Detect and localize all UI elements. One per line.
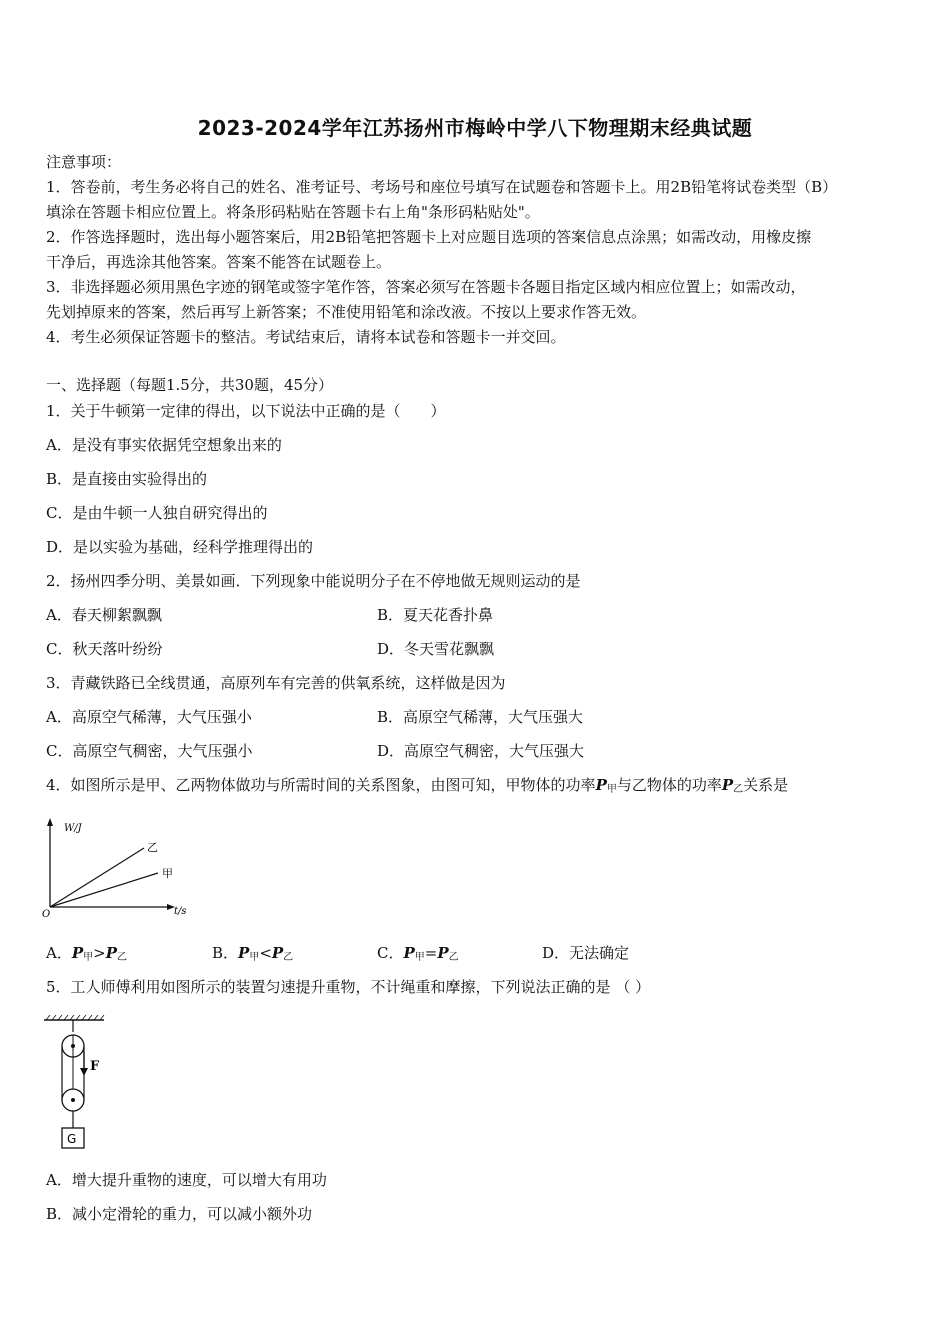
y-axis-arrow	[47, 818, 53, 826]
q2-option-c: C．秋天落叶纷纷	[46, 640, 163, 658]
notice-line: 干净后，再选涂其他答案。答案不能答在试题卷上。	[46, 253, 392, 271]
origin-label: O	[42, 909, 51, 920]
q2-option-a: A．春天柳絮飘飘	[46, 606, 162, 624]
q4-option-d: D．无法确定	[542, 944, 630, 962]
option-prefix: B．	[212, 944, 239, 962]
q4-option-a	[46, 943, 127, 968]
comparison-operator: <	[259, 944, 272, 962]
x-axis-label: t/s	[174, 906, 187, 917]
subscript-jia: 甲	[606, 784, 617, 795]
option-prefix: A．	[46, 944, 72, 962]
q1-option-a: A．是没有事实依据凭空想象出来的	[46, 436, 282, 454]
subscript-yi: 乙	[283, 952, 294, 963]
q1-stem: 1．关于牛顿第一定律的得出，以下说法中正确的是（ ）	[46, 402, 446, 420]
q3-option-a: A．高原空气稀薄，大气压强小	[46, 708, 252, 726]
q4-stem-post: 关系是	[743, 776, 789, 794]
subscript-yi: 乙	[448, 952, 459, 963]
line-yi-label: 乙	[147, 841, 158, 854]
power-symbol: P	[105, 944, 117, 962]
work-time-graph	[40, 815, 200, 923]
force-arrow-head	[80, 1068, 88, 1076]
q4-option-c	[377, 943, 459, 968]
power-symbol: P	[271, 944, 284, 962]
q2-stem: 2．扬州四季分明、美景如画．下列现象中能说明分子在不停地做无规则运动的是	[46, 572, 581, 590]
option-prefix: C．	[377, 944, 404, 962]
q3-option-c: C．高原空气稠密，大气压强小	[46, 742, 253, 760]
subscript-jia: 甲	[249, 952, 260, 963]
movable-pulley-axle	[71, 1098, 75, 1102]
q5-option-b: B．减小定滑轮的重力，可以减小额外功	[46, 1205, 313, 1223]
line-yi	[50, 848, 144, 907]
q4-option-b	[212, 943, 293, 968]
power-symbol: P	[238, 944, 250, 962]
subscript-jia: 甲	[83, 952, 94, 963]
q1-option-c: C．是由牛顿一人独自研究得出的	[46, 504, 268, 522]
weight-label: G	[67, 1132, 77, 1146]
section-heading: 一、选择题（每题1.5分，共30题，45分）	[46, 376, 334, 394]
q3-option-b: B．高原空气稀薄，大气压强大	[377, 708, 584, 726]
q3-option-d: D．高原空气稠密，大气压强大	[377, 742, 585, 760]
y-axis-label: W/J	[64, 823, 82, 834]
power-symbol: P	[721, 776, 734, 794]
comparison-operator: >	[93, 944, 106, 962]
notice-line: 3．非选择题必须用黑色字迹的钢笔或签字笔作答，答案必须写在答题卡各题目指定区域内相应位置上；如需改动，	[46, 278, 806, 296]
notice-line: 4．考生必须保证答题卡的整洁。考试结束后，请将本试卷和答题卡一并交回。	[46, 328, 566, 346]
notice-line: 先划掉原来的答案，然后再写上新答案；不准使用铅笔和涂改液。不按以上要求作答无效。	[46, 303, 647, 321]
q5-option-a: A．增大提升重物的速度，可以增大有用功	[46, 1171, 327, 1189]
notice-line: 2．作答选择题时，选出每小题答案后，用2B铅笔把答题卡上对应题目选项的答案信息点涂黑；如需改动，用橡皮擦	[46, 228, 812, 246]
q2-option-d: D．冬天雪花飘飘	[377, 640, 495, 658]
power-symbol: P	[403, 944, 415, 962]
q4-stem	[46, 775, 788, 800]
page-title: 2023-2024学年江苏扬州市梅岭中学八下物理期末经典试题	[197, 116, 753, 140]
line-jia-label: 甲	[162, 867, 173, 880]
q4-stem-pre: 4．如图所示是甲、乙两物体做功与所需时间的关系图象，由图可知，甲物体的功率	[46, 776, 596, 794]
power-symbol: P	[71, 944, 84, 962]
q5-stem: 5．工人师傅利用如图所示的装置匀速提升重物，不计绳重和摩擦，下列说法正确的是 （ ）	[46, 978, 651, 996]
notice-line: 填涂在答题卡相应位置上。将条形码粘贴在答题卡右上角"条形码粘贴处"。	[46, 203, 540, 221]
q4-stem-mid: 与乙物体的功率	[616, 776, 722, 794]
q3-stem: 3．青藏铁路已全线贯通，高原列车有完善的供氧系统，这样做是因为	[46, 674, 506, 692]
ceiling-hatch	[46, 1015, 104, 1020]
power-symbol: P	[437, 944, 449, 962]
comparison-operator: =	[424, 944, 438, 962]
subscript-yi: 乙	[116, 952, 127, 963]
q1-option-b: B．是直接由实验得出的	[46, 470, 208, 488]
line-jia	[50, 873, 158, 907]
subscript-jia: 甲	[414, 952, 425, 963]
pulley-figure	[40, 1012, 120, 1154]
power-symbol: P	[595, 776, 607, 794]
notice-heading: 注意事项：	[46, 153, 122, 171]
q1-option-d: D．是以实验为基础，经科学推理得出的	[46, 538, 314, 556]
q2-option-b: B．夏天花香扑鼻	[377, 606, 494, 624]
subscript-yi: 乙	[733, 784, 744, 795]
force-label: F	[90, 1059, 100, 1074]
notice-line: 1．答卷前，考生务必将自己的姓名、准考证号、考场号和座位号填写在试题卷和答题卡上。用2B铅笔将试卷类型（B）	[46, 178, 838, 196]
